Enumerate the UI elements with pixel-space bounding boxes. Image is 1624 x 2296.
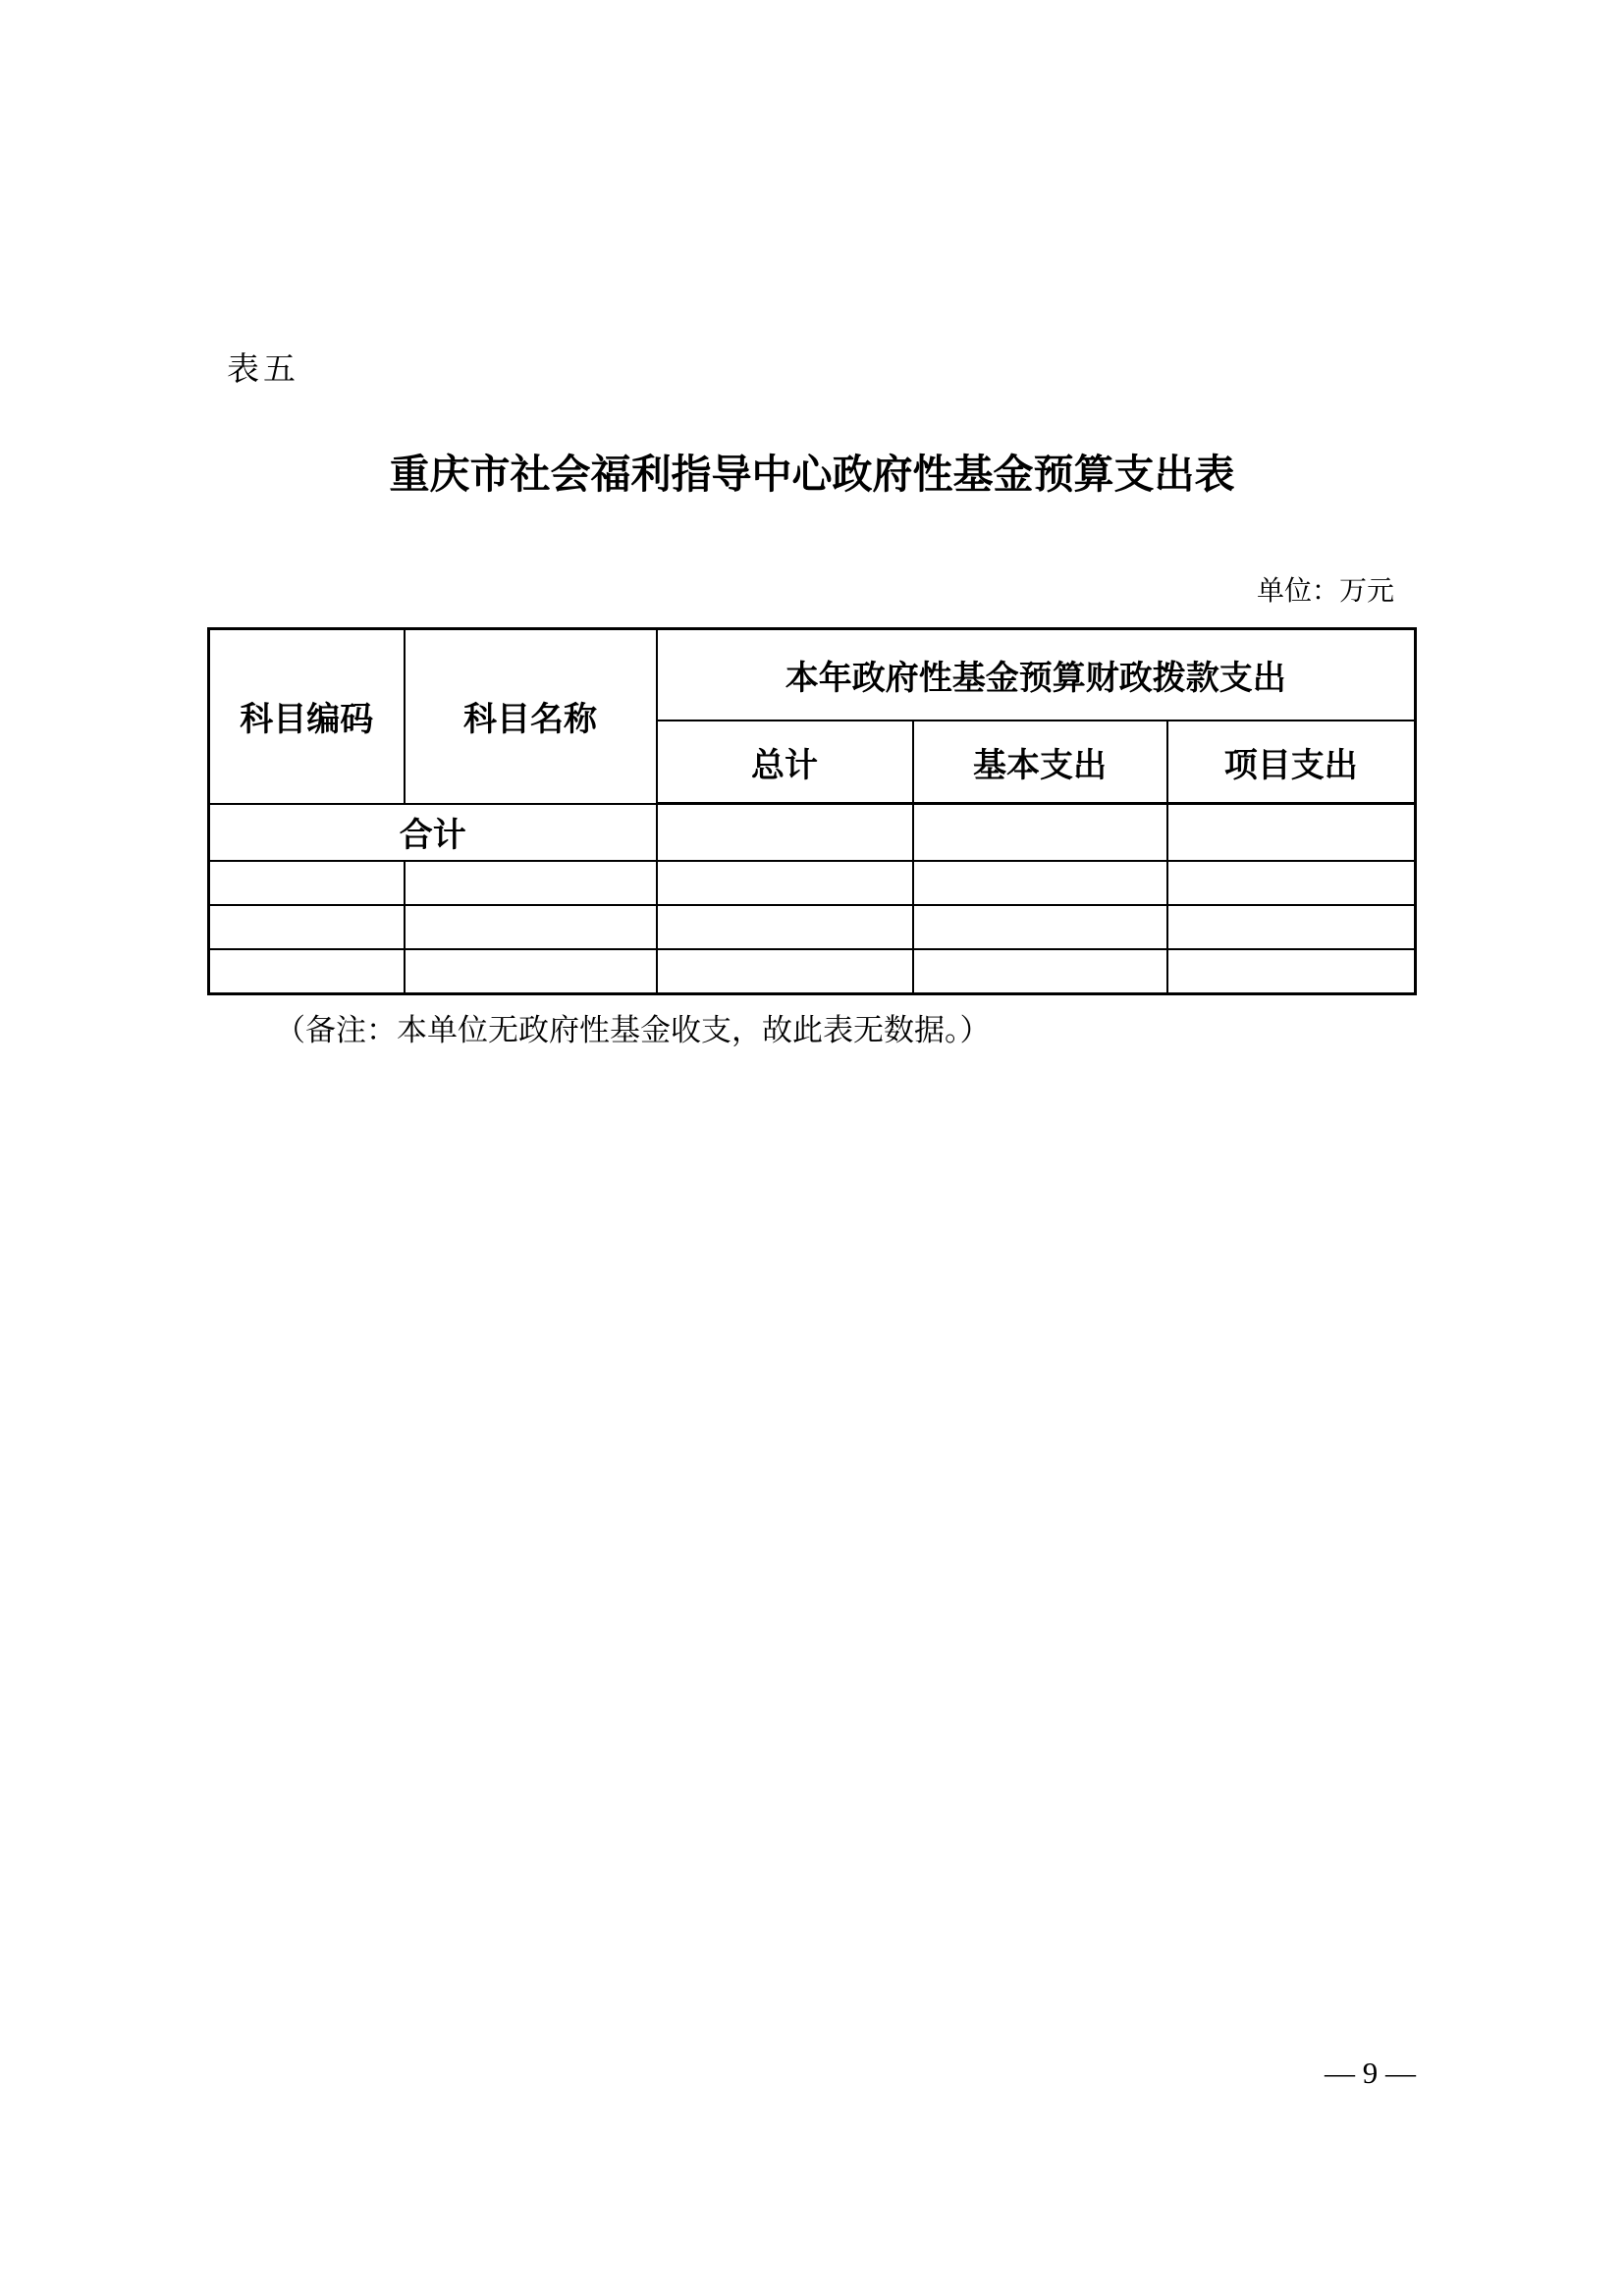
row-basic-cell (913, 861, 1167, 905)
table-number-label: 表五 (227, 352, 299, 388)
total-row-label: 合计 (209, 804, 657, 862)
row-basic-cell (913, 949, 1167, 994)
header-group-current-year-fund-expenditure: 本年政府性基金预算财政拨款支出 (657, 629, 1416, 721)
row-total-cell (657, 905, 913, 949)
row-name-cell (405, 905, 657, 949)
note-text: （备注：本单位无政府性基金收支，故此表无数据。） (275, 1013, 991, 1047)
header-subject-code: 科目编码 (209, 629, 405, 804)
total-row-project-cell (1167, 804, 1416, 862)
header-subject-name: 科目名称 (405, 629, 657, 804)
table-row (209, 861, 1416, 905)
table-row (209, 949, 1416, 994)
row-project-cell (1167, 861, 1416, 905)
table-row (209, 905, 1416, 949)
budget-table (207, 627, 1417, 995)
header-project-expenditure: 项目支出 (1167, 721, 1416, 804)
document-title: 重庆市社会福利指导中心政府性基金预算支出表 (389, 452, 1235, 497)
total-row-total-cell (657, 804, 913, 862)
row-project-cell (1167, 905, 1416, 949)
row-basic-cell (913, 905, 1167, 949)
unit-label: 单位：万元 (1256, 576, 1394, 607)
page-number: — 9 — (1325, 2056, 1416, 2090)
header-total: 总计 (657, 721, 913, 804)
row-project-cell (1167, 949, 1416, 994)
row-total-cell (657, 949, 913, 994)
row-name-cell (405, 949, 657, 994)
row-total-cell (657, 861, 913, 905)
total-row-basic-cell (913, 804, 1167, 862)
row-code-cell (209, 949, 405, 994)
header-basic-expenditure: 基本支出 (913, 721, 1167, 804)
row-name-cell (405, 861, 657, 905)
row-code-cell (209, 905, 405, 949)
total-row (209, 804, 1416, 862)
header-row-1 (209, 629, 1416, 721)
row-code-cell (209, 861, 405, 905)
